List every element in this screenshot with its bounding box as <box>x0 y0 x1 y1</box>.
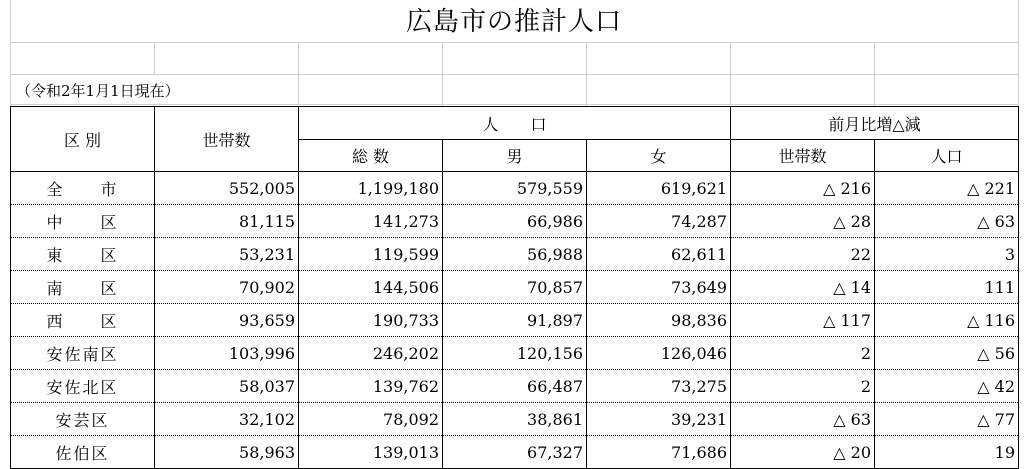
female-value: 619,621 <box>587 172 731 205</box>
households-value: 552,005 <box>155 172 299 205</box>
header-households: 世帯数 <box>155 107 299 172</box>
grid-line <box>298 42 299 106</box>
total-value: 190,733 <box>299 304 443 337</box>
ward-name: 佐伯区 <box>11 436 155 469</box>
header-change: 前月比増△減 <box>731 107 1019 140</box>
ward-name: 全 市 <box>11 172 155 205</box>
female-value: 73,649 <box>587 271 731 304</box>
total-value: 119,599 <box>299 238 443 271</box>
ward-name: 安佐北区 <box>11 370 155 403</box>
grid-line <box>1018 0 1019 106</box>
header-population-female: 女 <box>587 140 731 172</box>
total-value: 141,273 <box>299 205 443 238</box>
male-value: 120,156 <box>443 337 587 370</box>
grid-line <box>154 42 155 74</box>
ward-name: 南 区 <box>11 271 155 304</box>
households-value: 93,659 <box>155 304 299 337</box>
change-households-value: △ 28 <box>731 205 875 238</box>
female-value: 71,686 <box>587 436 731 469</box>
change-population-value: △ 42 <box>875 370 1019 403</box>
change-population-value: △ 56 <box>875 337 1019 370</box>
change-population-value: 19 <box>875 436 1019 469</box>
grid-line <box>586 42 587 106</box>
female-value: 126,046 <box>587 337 731 370</box>
date-note: （令和2年1月1日現在） <box>16 82 180 100</box>
grid-line <box>442 42 443 106</box>
population-table <box>10 106 1019 469</box>
male-value: 56,988 <box>443 238 587 271</box>
male-value: 66,487 <box>443 370 587 403</box>
table-row <box>11 370 1019 403</box>
male-value: 579,559 <box>443 172 587 205</box>
table-row <box>11 238 1019 271</box>
change-population-value: △ 63 <box>875 205 1019 238</box>
change-population-value: 111 <box>875 271 1019 304</box>
table-row <box>11 172 1019 205</box>
male-value: 66,986 <box>443 205 587 238</box>
households-value: 81,115 <box>155 205 299 238</box>
total-value: 246,202 <box>299 337 443 370</box>
page-title: 広島市の推計人口 <box>405 7 622 37</box>
male-value: 67,327 <box>443 436 587 469</box>
change-population-value: △ 116 <box>875 304 1019 337</box>
table-row <box>11 337 1019 370</box>
table-row <box>11 205 1019 238</box>
total-value: 144,506 <box>299 271 443 304</box>
change-households-value: △ 117 <box>731 304 875 337</box>
change-households-value: △ 216 <box>731 172 875 205</box>
total-value: 1,199,180 <box>299 172 443 205</box>
table-row <box>11 403 1019 436</box>
ward-name: 東 区 <box>11 238 155 271</box>
grid-line <box>730 42 731 106</box>
grid-line <box>10 42 1018 43</box>
female-value: 98,836 <box>587 304 731 337</box>
households-value: 58,963 <box>155 436 299 469</box>
female-value: 73,275 <box>587 370 731 403</box>
female-value: 39,231 <box>587 403 731 436</box>
header-population-total: 総 数 <box>299 140 443 172</box>
ward-name: 中 区 <box>11 205 155 238</box>
female-value: 74,287 <box>587 205 731 238</box>
female-value: 62,611 <box>587 238 731 271</box>
total-value: 139,013 <box>299 436 443 469</box>
male-value: 38,861 <box>443 403 587 436</box>
change-population-value: △ 77 <box>875 403 1019 436</box>
total-value: 139,762 <box>299 370 443 403</box>
change-households-value: △ 14 <box>731 271 875 304</box>
grid-line <box>10 104 1018 105</box>
header-ward: 区 別 <box>11 107 155 172</box>
households-value: 70,902 <box>155 271 299 304</box>
change-population-value: 3 <box>875 238 1019 271</box>
male-value: 91,897 <box>443 304 587 337</box>
change-households-value: 22 <box>731 238 875 271</box>
households-value: 103,996 <box>155 337 299 370</box>
households-value: 32,102 <box>155 403 299 436</box>
grid-line <box>874 42 875 106</box>
households-value: 53,231 <box>155 238 299 271</box>
male-value: 70,857 <box>443 271 587 304</box>
households-value: 58,037 <box>155 370 299 403</box>
ward-name: 安芸区 <box>11 403 155 436</box>
table-row <box>11 271 1019 304</box>
ward-name: 安佐南区 <box>11 337 155 370</box>
table-row <box>11 436 1019 469</box>
header-population-male: 男 <box>443 140 587 172</box>
change-population-value: △ 221 <box>875 172 1019 205</box>
change-households-value: 2 <box>731 370 875 403</box>
header-change-population: 人口 <box>875 140 1019 172</box>
change-households-value: △ 20 <box>731 436 875 469</box>
grid-line <box>10 74 1018 75</box>
table-row <box>11 304 1019 337</box>
change-households-value: 2 <box>731 337 875 370</box>
header-change-households: 世帯数 <box>731 140 875 172</box>
change-households-value: △ 63 <box>731 403 875 436</box>
ward-name: 西 区 <box>11 304 155 337</box>
header-population: 人 口 <box>299 107 731 140</box>
total-value: 78,092 <box>299 403 443 436</box>
